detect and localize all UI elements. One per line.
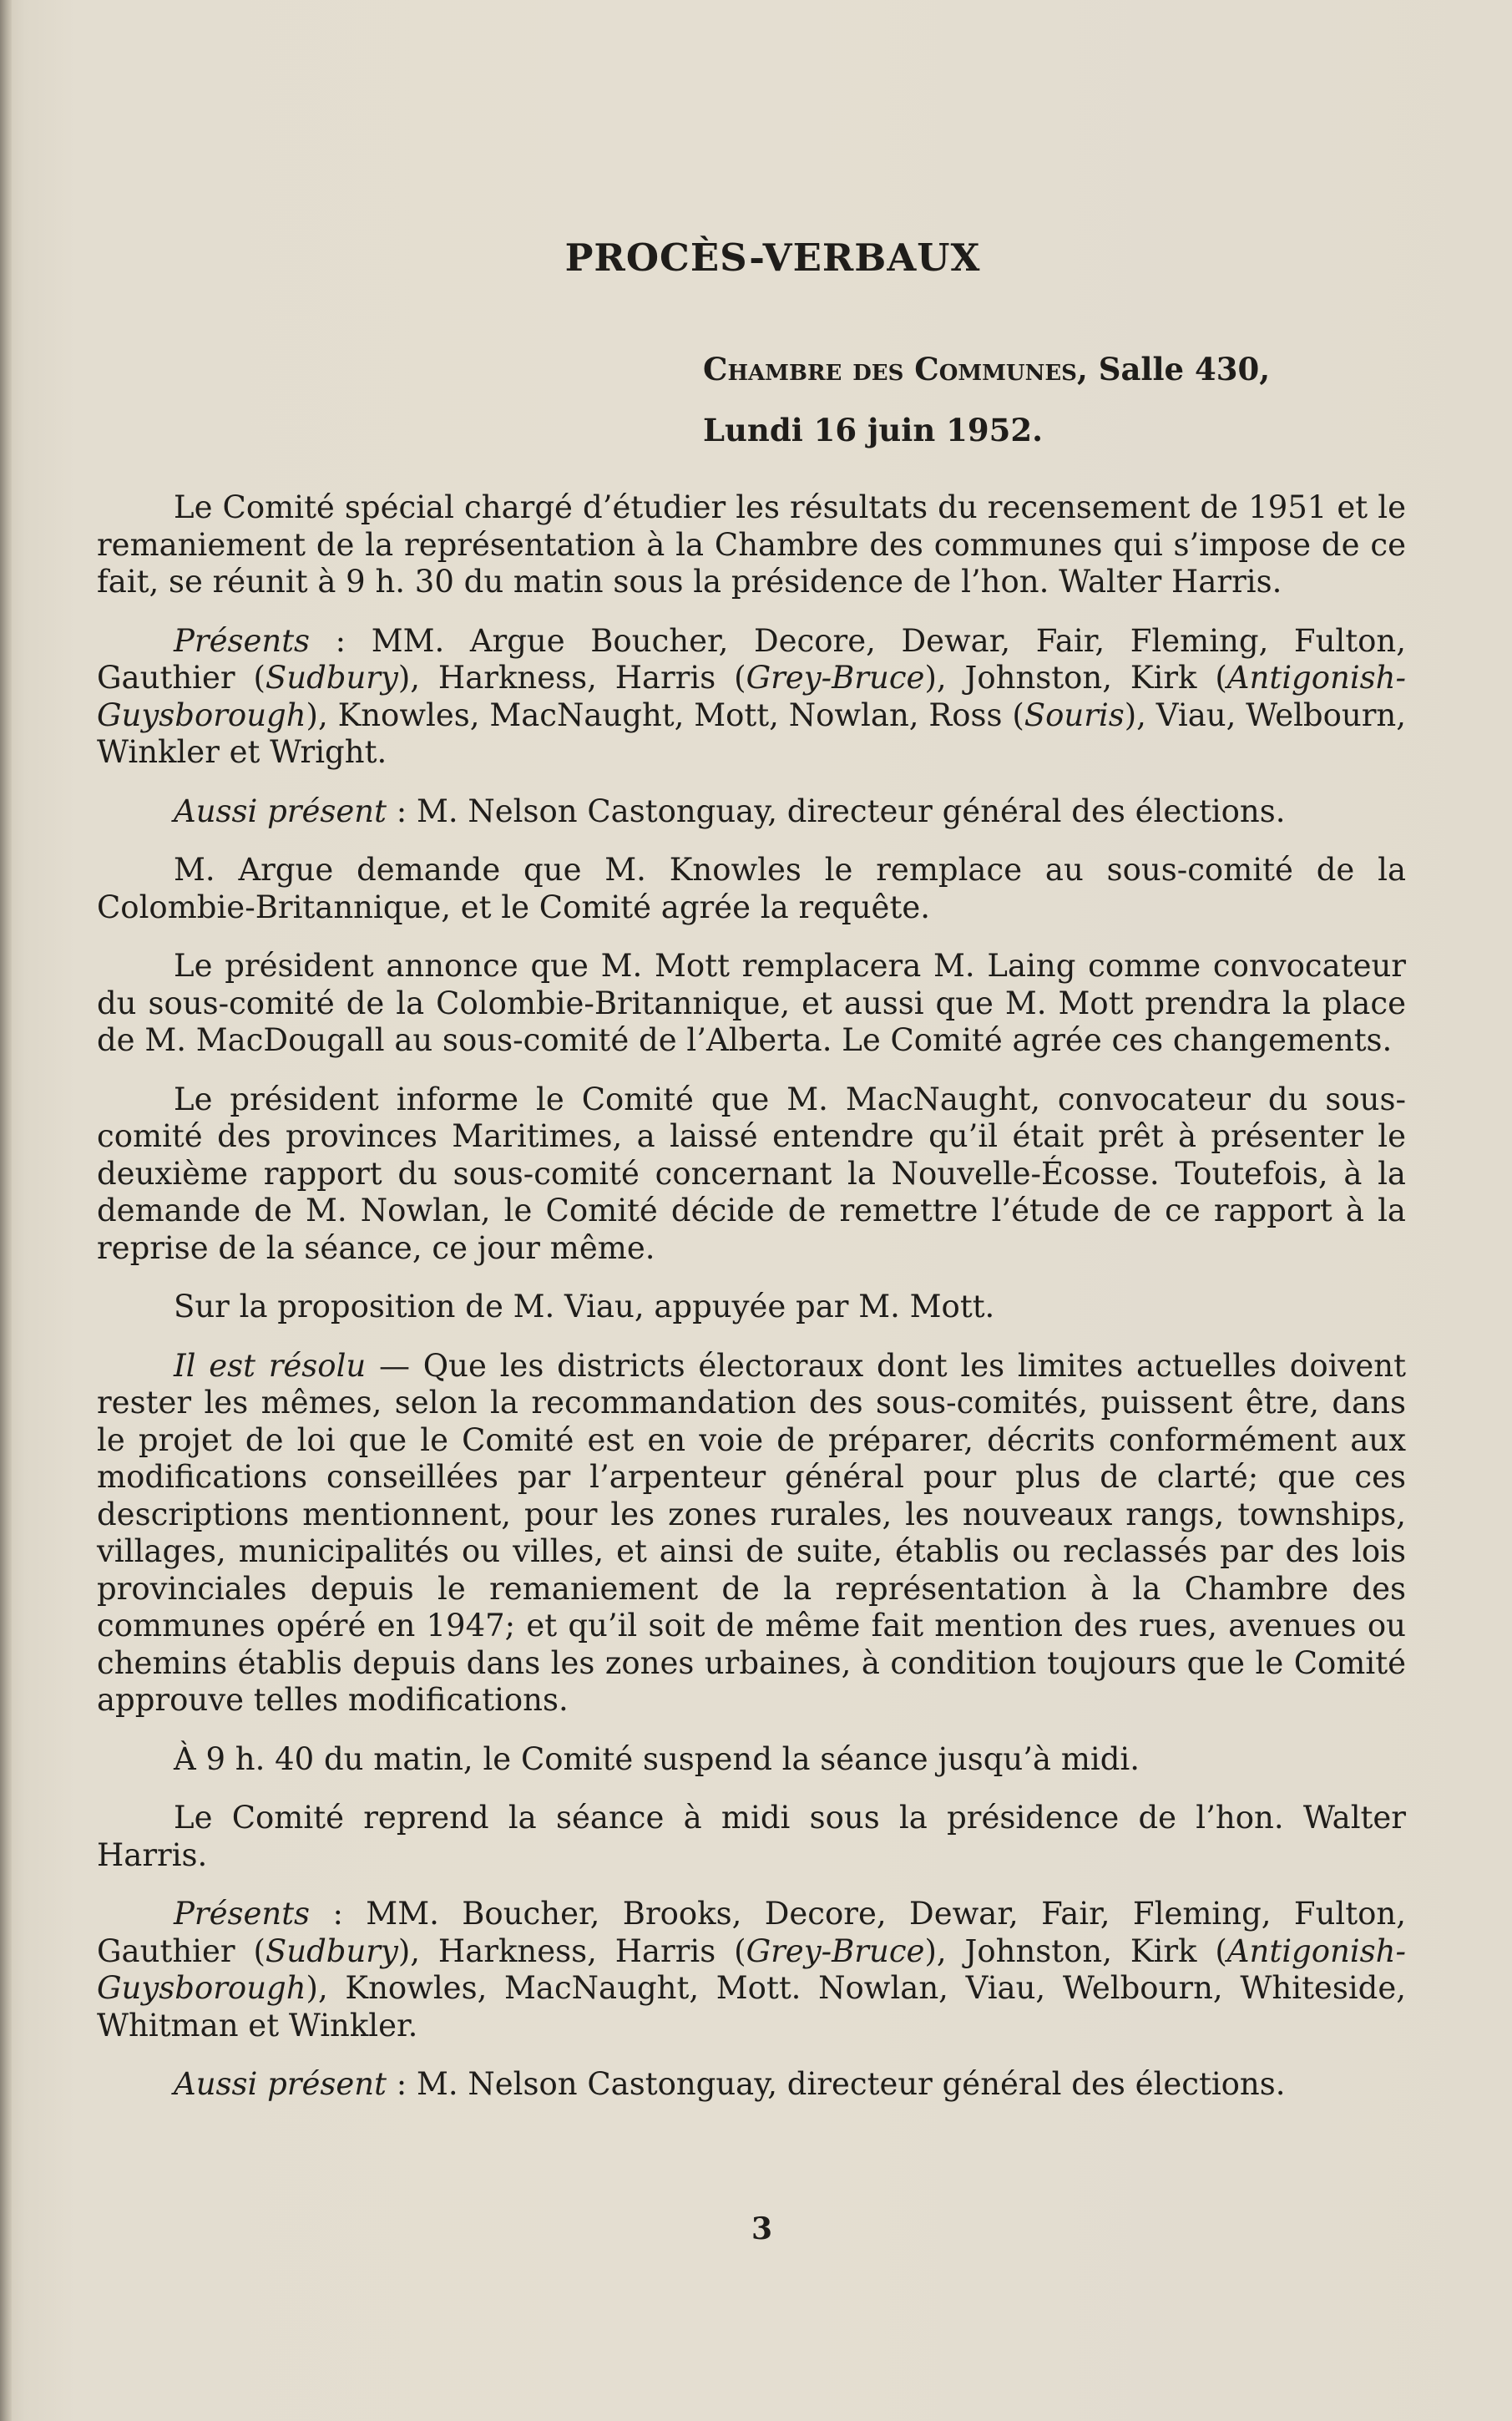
riding-name: Sudbury (265, 1932, 398, 1969)
members-text: : MM. Boucher, Brooks, Decore, Dewar, Fair, Fleming, Fulton, Gauthier ( (97, 1896, 1406, 1969)
paragraph-also-present (97, 793, 1406, 831)
paragraph-members-present (97, 623, 1406, 772)
paragraph-members-present-noon (97, 1896, 1406, 2044)
riding-name: Antigonish-Guysborough (97, 660, 1406, 733)
meeting-location (703, 351, 1270, 387)
members-text: ), Knowles, MacNaught, Mott, Nowlan, Ross ( (306, 696, 1024, 733)
label-also-present: Aussi présent (174, 793, 387, 829)
also-present-text: : M. Nelson Castonguay, directeur général des élections. (386, 2066, 1286, 2102)
book-spine-shadow (0, 0, 12, 2421)
riding-name: Sudbury (265, 660, 398, 696)
meeting-date: Lundi 16 juin 1952. (703, 412, 1043, 448)
page-number: 3 (751, 2211, 773, 2246)
members-text: ), Harkness, Harris ( (397, 660, 746, 696)
paragraph-opening: Le Comité spécial chargé d’étudier les résultats du recensement de 1951 et le remaniement de la représentation à la Chambre des communes qui s’impose de ce fait, se réunit à 9 h. 30 du matin sous la présidence de l’hon. Walter Harris. (97, 489, 1406, 600)
riding-name: Grey-Bruce (746, 660, 925, 696)
label-also-present: Aussi présent (174, 2066, 387, 2102)
location-name: Chambre des Communes (703, 351, 1077, 387)
paragraph-resumption: Le Comité reprend la séance à midi sous la présidence de l’hon. Walter Harris. (97, 1800, 1406, 1873)
label-presents: Présents (174, 1896, 311, 1932)
members-text: ), Viau, Welbourn, Winkler et Wright. (97, 696, 1406, 770)
members-text: ), Johnston, Kirk ( (924, 660, 1227, 696)
paragraph-motion: Sur la proposition de M. Viau, appuyée par M. Mott. (174, 1289, 995, 1324)
resolution-text: — Que les districts électoraux dont les limites actuelles doivent rester les mêmes, selon la recommandation des sous-comités, puissent être, dans le projet de loi que le Comité est en voie de préparer, décrits conformément aux modifications conseillées par l’arpenteur général pour plus de clarté; que ces descriptions mentionnent, pour les zones rurales, les nouveaux rangs, townships, villages, municipalités ou villes, et ainsi de suite, établis ou reclassés par des lois provinciales depuis le remaniement de la représentation à la Chambre des communes opéré en 1947; et qu’il soit de même fait mention des rues, avenues ou chemins établis depuis dans les zones urbaines, à condition toujours que le Comité approuve telles modifications. (97, 1347, 1406, 1718)
riding-name: Souris (1024, 696, 1125, 733)
members-text: ), Johnston, Kirk ( (924, 1932, 1227, 1969)
members-text: : MM. Argue Boucher, Decore, Dewar, Fair, Fleming, Fulton, Gauthier ( (97, 622, 1406, 696)
location-room: , Salle 430, (1076, 351, 1271, 387)
paragraph-knowles-replacement: M. Argue demande que M. Knowles le remplace au sous-comité de la Colombie-Britannique, et le Comité agrée la requête. (97, 852, 1406, 925)
label-resolved: Il est résolu (174, 1347, 367, 1384)
paragraph-suspension: À 9 h. 40 du matin, le Comité suspend la séance jusqu’à midi. (174, 1740, 1140, 1777)
page-title: PROCÈS-VERBAUX (564, 236, 981, 280)
paragraph-mott-convener: Le président annonce que M. Mott remplacera M. Laing comme convocateur du sous-comité de la Colombie-Britannique, et aussi que M. Mott prendra la place de M. MacDougall au sous-comité de l’Alberta. Le Comité agrée ces changements. (97, 948, 1406, 1058)
riding-name: Antigonish-Guysborough (97, 1932, 1406, 2006)
paragraph-maritimes-report: Le président informe le Comité que M. MacNaught, convocateur du sous-comité des provinces Maritimes, a laissé entendre qu’il était prêt à présenter le deuxième rapport du sous-comité concernant la Nouvelle-Écosse. Toutefois, à la demande de M. Nowlan, le Comité décide de remettre l’étude de ce rapport à la reprise de la séance, ce jour même. (97, 1081, 1406, 1266)
minutes-body (97, 489, 1406, 2125)
also-present-text: : M. Nelson Castonguay, directeur général des élections. (386, 793, 1286, 829)
paragraph-resolution (97, 1348, 1406, 1720)
paragraph-also-present-noon (97, 2066, 1406, 2104)
members-text: ), Harkness, Harris ( (397, 1932, 746, 1969)
label-presents: Présents (174, 622, 311, 659)
riding-name: Grey-Bruce (746, 1932, 925, 1969)
members-text: ), Knowles, MacNaught, Mott. Nowlan, Viau, Welbourn, Whiteside, Whitman et Winkler. (97, 1970, 1406, 2044)
